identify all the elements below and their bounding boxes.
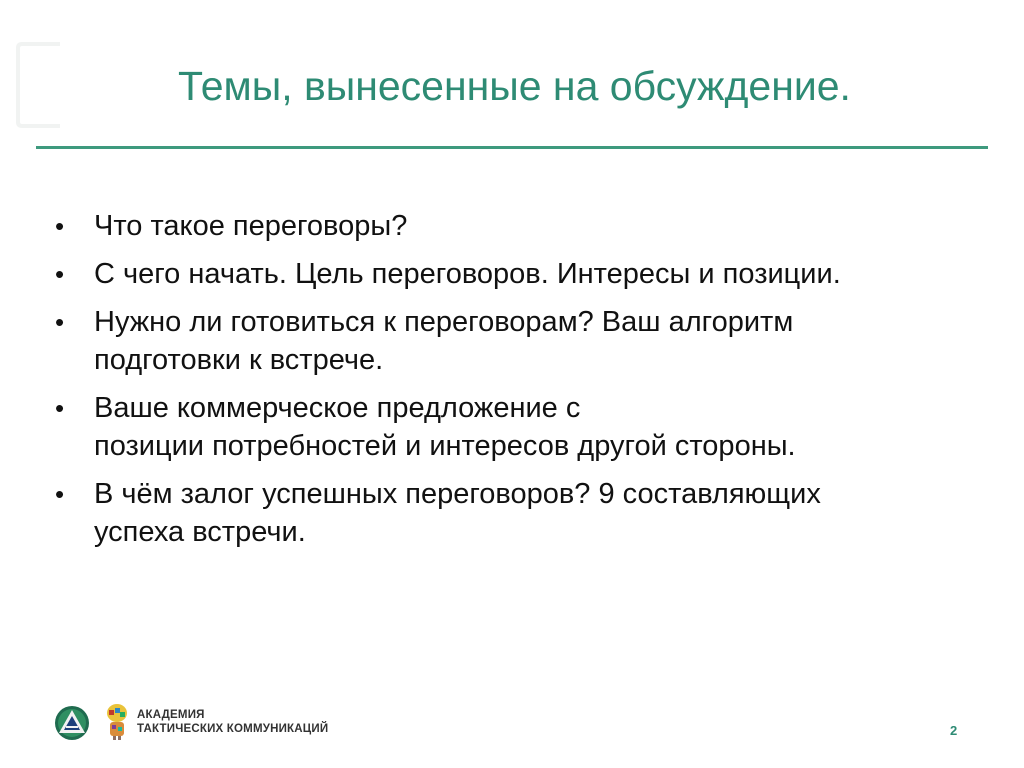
page-number: 2: [950, 723, 958, 738]
bullet-list: [55, 207, 995, 561]
bullet-marker: •: [55, 259, 65, 289]
bullet-text-continued: позиции потребностей и интересов другой стороны.: [94, 430, 796, 462]
triangle-logo-icon: [54, 705, 90, 741]
bullet-text: В чём залог успешных переговоров? 9 составляющих: [94, 478, 821, 510]
mascot-icon: [104, 703, 130, 741]
bullet-text-continued: подготовки к встрече.: [94, 344, 384, 376]
bullet-text-continued: успеха встречи.: [94, 516, 306, 548]
organization-name-line2: ТАКТИЧЕСКИХ КОММУНИКАЦИЙ: [137, 723, 329, 735]
bullet-marker: •: [55, 307, 65, 337]
bullet-item: [55, 303, 995, 379]
bullet-marker: •: [55, 211, 65, 241]
organization-name-line1: АКАДЕМИЯ: [137, 709, 205, 721]
bullet-text: С чего начать. Цель переговоров. Интересы и позиции.: [94, 258, 841, 290]
bullet-text: Ваше коммерческое предложение с: [94, 392, 581, 424]
bullet-item: [55, 389, 995, 465]
title-divider: [36, 146, 988, 149]
corner-decoration-icon: [14, 40, 64, 130]
bullet-marker: •: [55, 479, 65, 509]
bullet-text: Что такое переговоры?: [94, 210, 408, 242]
slide-title: Темы, вынесенные на обсуждение.: [178, 63, 851, 109]
bullet-marker: •: [55, 393, 65, 423]
bullet-text: Нужно ли готовиться к переговорам? Ваш алгоритм: [94, 306, 794, 338]
bullet-item: [55, 475, 995, 551]
bullet-item: [55, 207, 995, 245]
bullet-item: [55, 255, 995, 293]
organization-name: [137, 708, 328, 736]
